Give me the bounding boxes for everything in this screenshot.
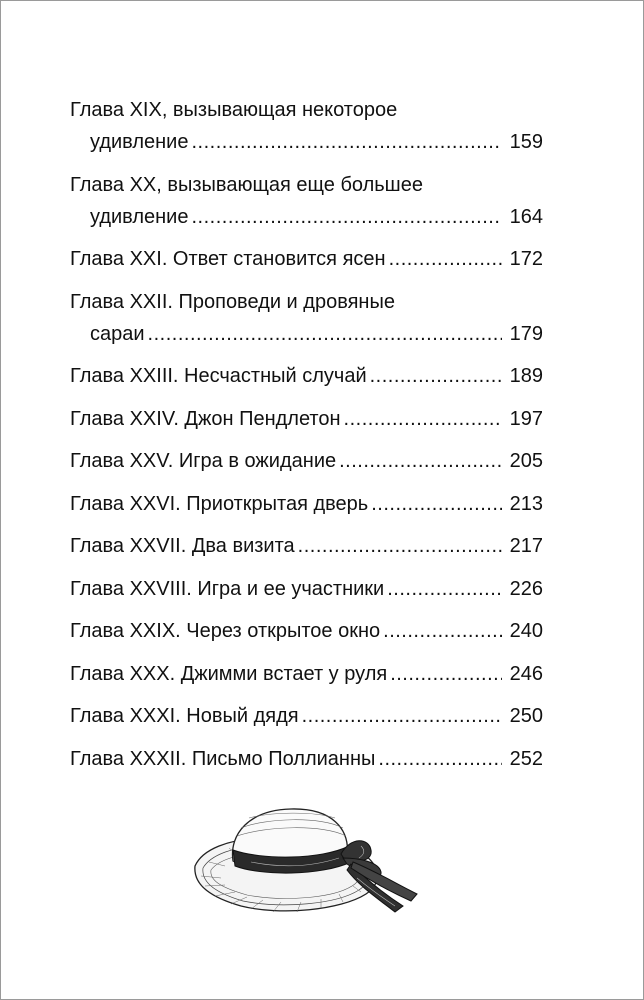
toc-entry <box>70 743 543 775</box>
dot-leader <box>370 360 502 392</box>
toc-entry-title: удивление <box>90 205 189 228</box>
toc-entry-title: Глава XXVII. Два визита <box>70 535 295 557</box>
toc-page-number: 205 <box>509 450 543 472</box>
toc-entry-title-line1: Глава XX, вызывающая еще большее <box>70 173 423 196</box>
toc-entry <box>70 488 543 520</box>
toc-entry-title: Глава XXVIII. Игра и ее участники <box>70 577 385 600</box>
toc-entry <box>70 573 543 605</box>
dot-leader <box>191 201 501 233</box>
dot-leader <box>148 318 502 350</box>
toc-entry <box>70 243 543 275</box>
toc-page-number: 172 <box>509 248 543 270</box>
dot-leader <box>339 445 502 477</box>
toc-entry-title: Глава XXVI. Приоткрытая дверь <box>70 492 369 515</box>
toc-page-number: 159 <box>509 131 543 153</box>
toc-entry <box>70 169 543 233</box>
toc-entry-title: удивление <box>90 131 189 153</box>
toc-entry <box>70 445 543 477</box>
dot-leader <box>344 403 502 435</box>
toc-entry-title: Глава XXIII. Несчастный случай <box>70 365 367 387</box>
toc-entry-title: Глава XXIV. Джон Пендлетон <box>70 407 341 430</box>
dot-leader <box>387 573 501 605</box>
toc-entry-title-line1: Глава XIX, вызывающая некоторое <box>70 99 398 121</box>
toc-page-number: 226 <box>509 577 543 600</box>
toc-entry <box>70 700 543 732</box>
toc-page-number: 179 <box>509 322 543 345</box>
toc-page-number: 240 <box>509 620 543 642</box>
toc-entry-title: Глава XXI. Ответ становится ясен <box>70 248 386 270</box>
dot-leader <box>389 243 502 275</box>
toc-entry <box>70 615 543 647</box>
toc-page-number: 246 <box>509 662 543 685</box>
toc-entry <box>70 94 543 158</box>
toc-entry-title: Глава XXIX. Через открытое окно <box>70 620 381 642</box>
toc-entry <box>70 403 543 435</box>
table-of-contents <box>70 94 543 785</box>
dot-leader <box>383 615 501 647</box>
toc-entry <box>70 658 543 690</box>
dot-leader <box>298 530 502 562</box>
toc-page-number: 250 <box>509 705 543 727</box>
toc-page-number: 164 <box>509 205 543 228</box>
toc-page-number: 197 <box>509 407 543 430</box>
toc-page-number: 213 <box>509 492 543 515</box>
toc-entry-title: Глава XXX. Джимми встает у руля <box>70 662 388 685</box>
toc-entry-title: Глава XXXI. Новый дядя <box>70 705 299 727</box>
toc-entry-title-line1: Глава XXII. Проповеди и дровяные <box>70 290 395 313</box>
toc-entry-title: Глава XXXII. Письмо Поллианны <box>70 747 376 770</box>
dot-leader <box>302 700 502 732</box>
dot-leader <box>371 488 501 520</box>
toc-page-number: 189 <box>509 365 543 387</box>
toc-entry <box>70 286 543 350</box>
dot-leader <box>390 658 501 690</box>
toc-page-number: 217 <box>509 535 543 557</box>
toc-entry-title: сараи <box>90 322 145 345</box>
straw-hat-icon <box>191 806 426 921</box>
toc-entry-title: Глава XXV. Игра в ожидание <box>70 450 337 472</box>
dot-leader <box>191 126 501 158</box>
toc-entry <box>70 360 543 392</box>
dot-leader <box>378 743 501 775</box>
toc-entry <box>70 530 543 562</box>
toc-page-number: 252 <box>509 747 543 770</box>
